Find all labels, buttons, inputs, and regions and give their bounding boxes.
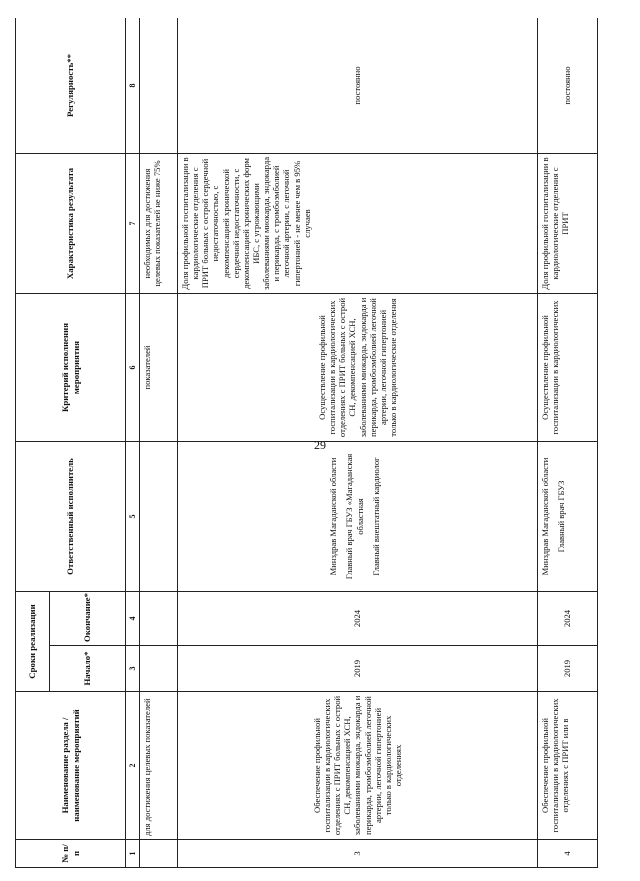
row-result: необходимых для достижения целевых показателей не ниже 75% xyxy=(140,154,178,294)
column-number: 7 xyxy=(126,154,140,294)
row-name: Обеспечение профильной госпитализации в кардиологических отделениях с ПРИТ больных с острой СН, декомпенсацией ХСН, заболеваниями миокарда, эндокарда и перикарда, тромбоэмболией легочной артерии, легочной гипертонией только в кардиологических отделениях xyxy=(178,692,538,840)
row-regularity xyxy=(140,18,178,154)
row-criterion: Осуществление профильной госпитализации в кардиологических отделениях с ПРИТ больных с острой СН, декомпенсацией ХСН, заболеваниями миокарда, эндокарда и перикарда, тромбоэмболией легочной артерии, легочной гипертонией только в кардиологические отделения xyxy=(178,294,538,442)
row-criterion: показателей xyxy=(140,294,178,442)
row-executor xyxy=(538,442,598,592)
page-number: 29 xyxy=(314,438,326,452)
executor-line: Главный врач ГБУЗ xyxy=(556,480,567,553)
row-result: Доля профильной госпитализации в кардиологические отделения с ПРИТ больных с острой сердечной недостаточностью, с декомпенсацией хронической сердечной недостаточности, с декомпенсацией хронических форм ИБС, с угрожающими заболеваниями миокарда, эндокарда и перикарда, с тромбоэмболией легочной артерии, с легочной гипертонией - не менее чем в 95% случаев xyxy=(178,154,538,294)
header-name: Наименование раздела /наименование мероприятий xyxy=(16,692,126,840)
header-criterion: Критерий исполнения мероприятия xyxy=(16,294,126,442)
table-row xyxy=(140,18,178,868)
column-number: 3 xyxy=(126,646,140,692)
measures-table xyxy=(15,18,598,868)
row-name: для достижения целевых показателей xyxy=(140,692,178,840)
column-number: 4 xyxy=(126,592,140,646)
row-executor xyxy=(178,442,538,592)
column-number: 5 xyxy=(126,442,140,592)
table-row xyxy=(538,18,598,868)
row-name: Обеспечение профильной госпитализации в кардиологических отделениях с ПРИТ или в xyxy=(538,692,598,840)
row-start: 2019 xyxy=(178,646,538,692)
column-number: 6 xyxy=(126,294,140,442)
rotated-table-wrapper xyxy=(15,18,625,868)
column-number: 8 xyxy=(126,18,140,154)
header-regularity: Регулярность** xyxy=(16,18,126,154)
row-start xyxy=(140,646,178,692)
row-start: 2019 xyxy=(538,646,598,692)
row-result: Доля профильной госпитализации в кардиологические отделения с ПРИТ xyxy=(538,154,598,294)
header-result: Характеристика результата xyxy=(16,154,126,294)
header-timeframe: Сроки реализации xyxy=(16,592,50,692)
header-end: Окончание* xyxy=(50,592,126,646)
header-executor: Ответственный исполнитель xyxy=(16,442,126,592)
row-end: 2024 xyxy=(178,592,538,646)
executor-line: Минздрав Магаданской области xyxy=(328,457,339,576)
document-sheet xyxy=(15,18,625,868)
row-end: 2024 xyxy=(538,592,598,646)
row-regularity: постоянно xyxy=(538,18,598,154)
row-number: 4 xyxy=(538,840,598,868)
executor-line: Главный врач ГБУЗ «Магаданская областная xyxy=(344,453,365,580)
executor-line: Главный внештатный кардиолог xyxy=(370,457,381,576)
header-number: № п/п xyxy=(16,840,126,868)
row-regularity: постоянно xyxy=(178,18,538,154)
row-number xyxy=(140,840,178,868)
row-end xyxy=(140,592,178,646)
header-start: Начало* xyxy=(50,646,126,692)
column-number: 1 xyxy=(126,840,140,868)
row-criterion: Осуществление профильной госпитализации в кардиологических xyxy=(538,294,598,442)
column-number: 2 xyxy=(126,692,140,840)
executor-line: Минздрав Магаданской области xyxy=(540,457,550,576)
table-row xyxy=(178,18,538,868)
row-executor xyxy=(140,442,178,592)
row-number: 3 xyxy=(178,840,538,868)
